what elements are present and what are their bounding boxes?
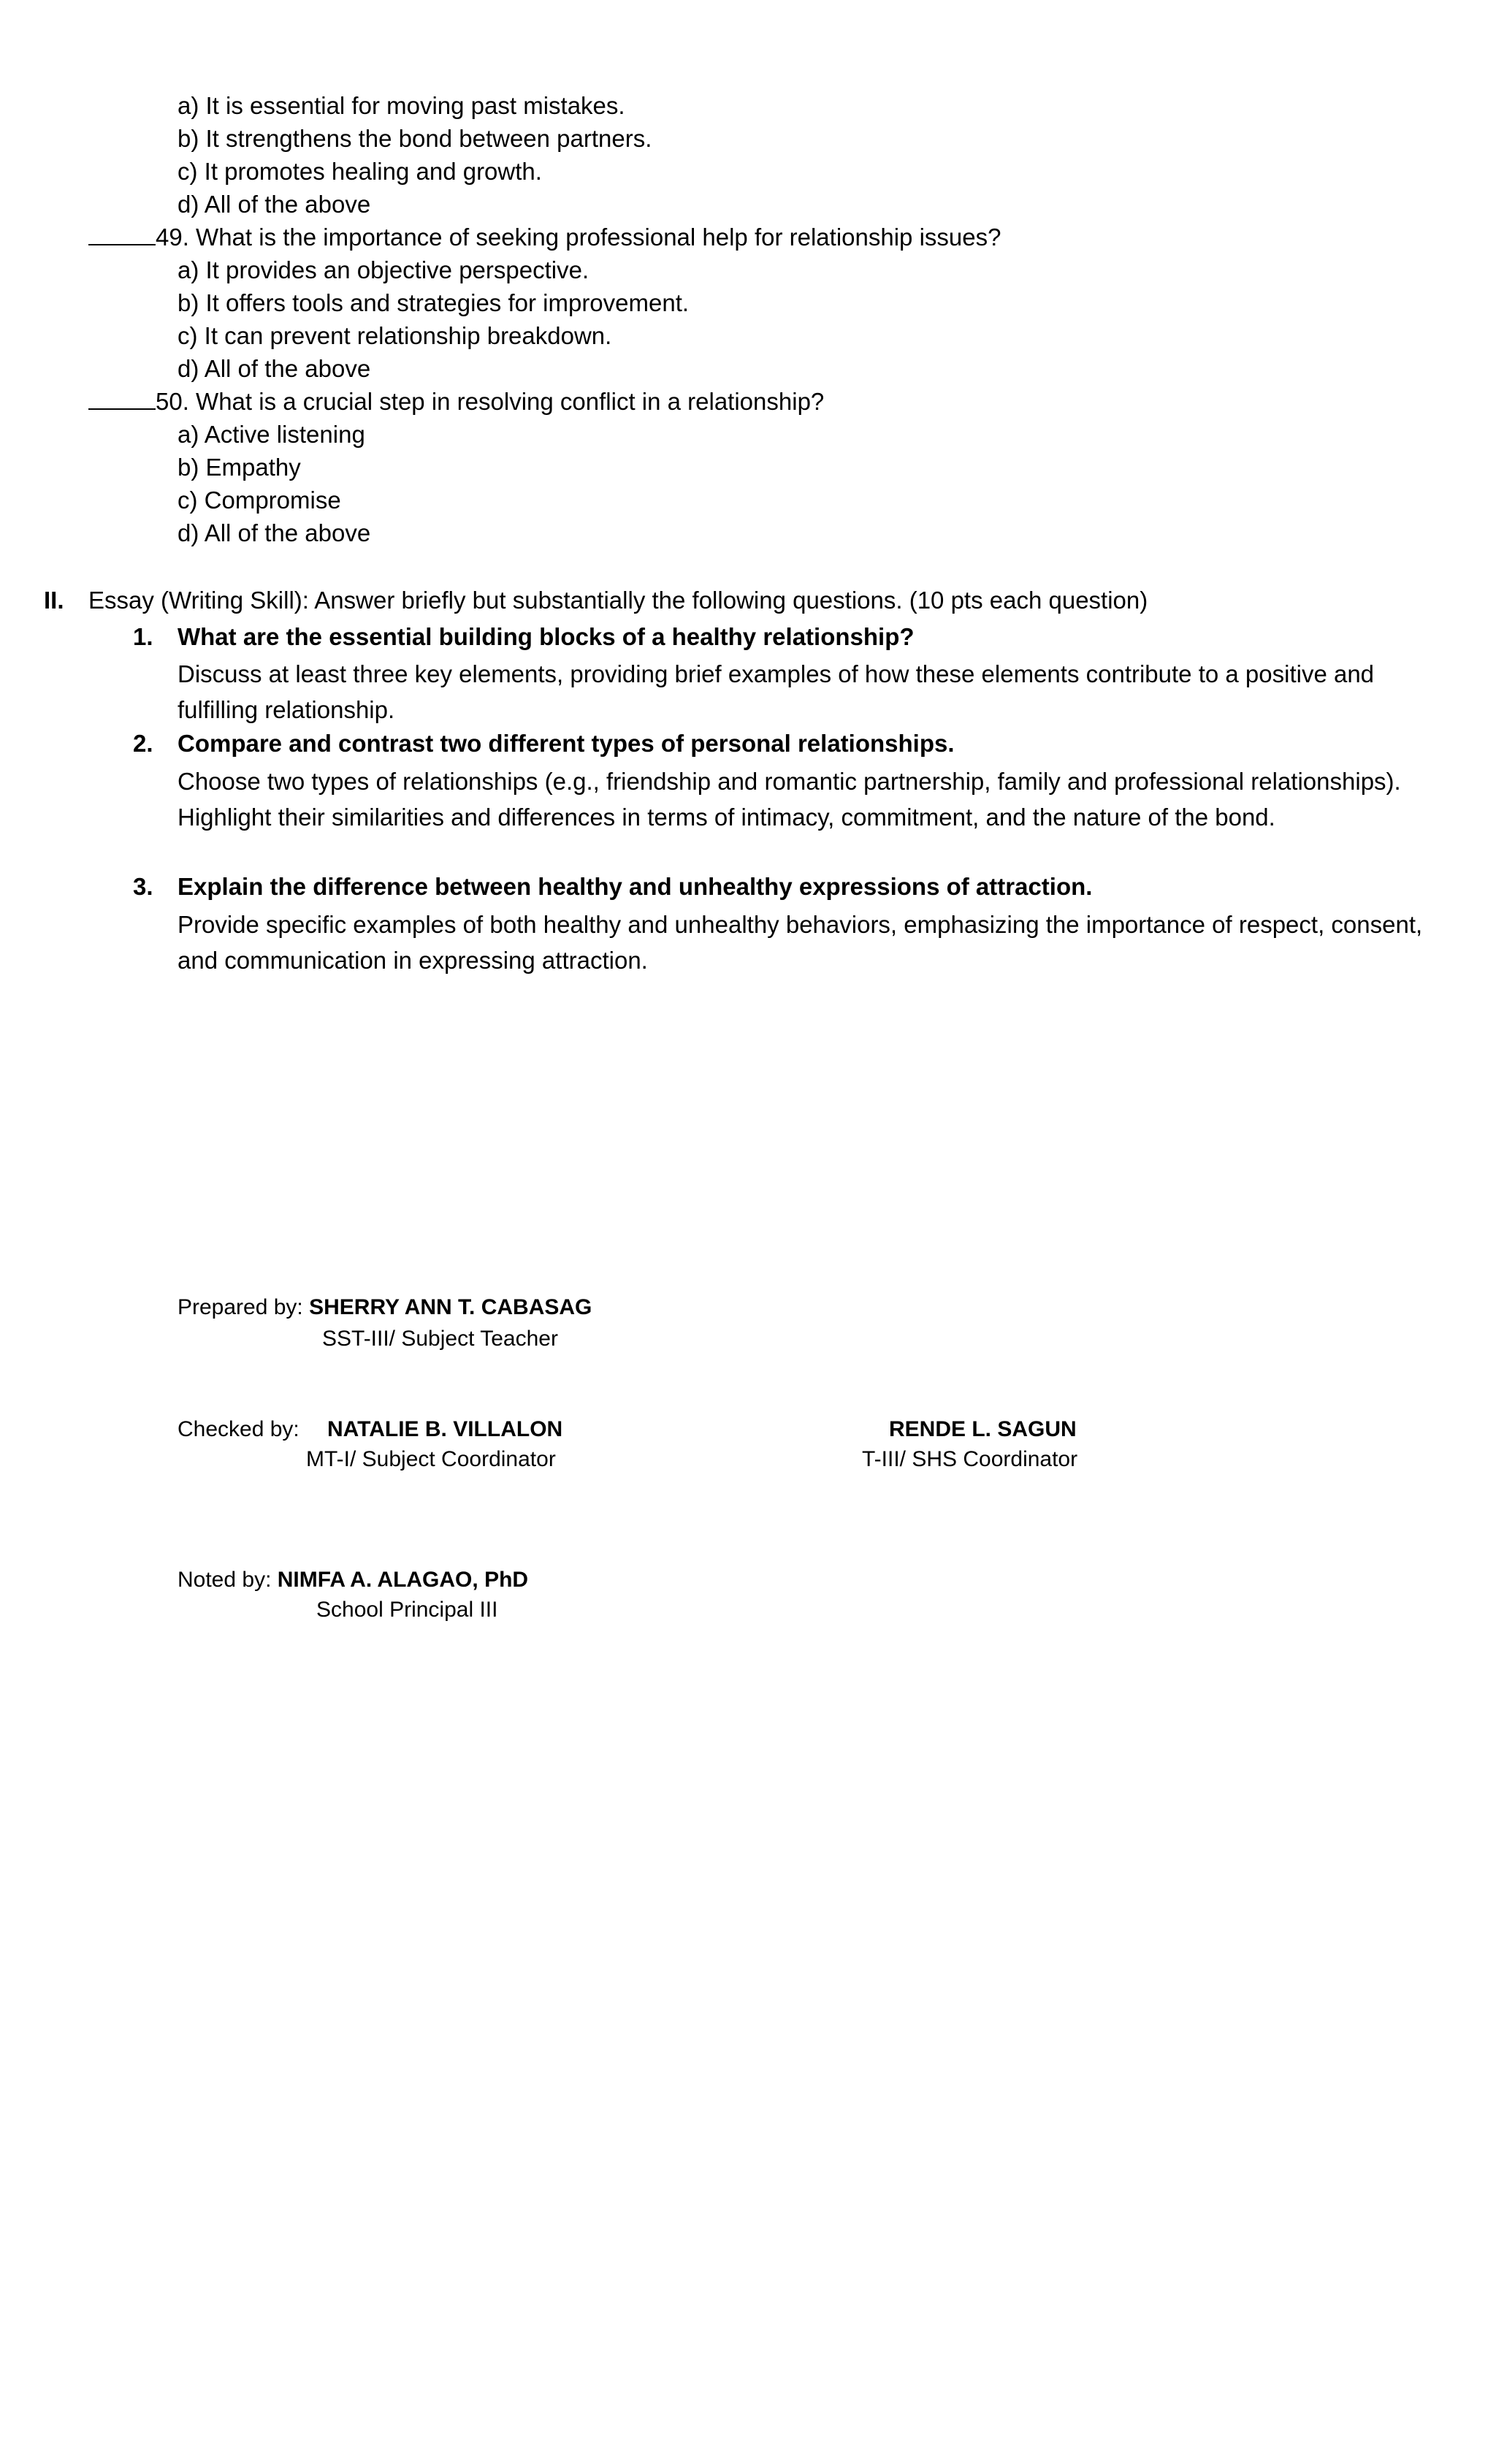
q49-choice-d: d) All of the above [178, 355, 371, 382]
essay-item-1-number: 1. [133, 623, 153, 650]
essay-item-2-title: Compare and contrast two different types of personal relationships. [178, 730, 955, 757]
checked-by-title-2: T-III/ SHS Coordinator [862, 1447, 1078, 1471]
essay-item-2-desc: Choose two types of relationships (e.g., friendship and romantic partnership, family and professional relationships). Highlight their similarities and differences in terms of intimacy, commitment, and the nature of the bond. [178, 768, 1401, 831]
answer-blank-49[interactable] [88, 222, 156, 245]
essay-item-3-number: 3. [133, 873, 153, 900]
checked-by-label: Checked by: [178, 1417, 299, 1441]
question-50 [88, 386, 824, 418]
answer-blank-50[interactable] [88, 386, 156, 410]
noted-by-title: School Principal III [316, 1598, 498, 1622]
essay-item-1-desc: Discuss at least three key elements, providing brief examples of how these elements contribute to a positive and fulfilling relationship. [178, 660, 1375, 723]
essay-item-3-title: Explain the difference between healthy and unhealthy expressions of attraction. [178, 873, 1093, 900]
q49-choice-b: b) It offers tools and strategies for improvement. [178, 289, 690, 316]
checked-by-title-1: MT-I/ Subject Coordinator [306, 1447, 556, 1471]
essay-item-3-desc: Provide specific examples of both healthy and unhealthy behaviors, emphasizing the importance of respect, consent, and communication in expressing attraction. [178, 911, 1423, 974]
q50-choice-b: b) Empathy [178, 454, 301, 481]
prev-choice-d: d) All of the above [178, 191, 371, 218]
question-49 [88, 221, 1001, 253]
noted-by-label: Noted by: [178, 1568, 278, 1592]
checked-by-name-2: RENDE L. SAGUN [889, 1417, 1077, 1441]
q49-choice-a: a) It provides an objective perspective. [178, 256, 589, 283]
prepared-by-title: SST-III/ Subject Teacher [322, 1327, 558, 1351]
essay-heading: Essay (Writing Skill): Answer briefly but substantially the following questions. (10 pts each question) [88, 587, 1148, 614]
essay-item-1-title: What are the essential building blocks of a healthy relationship? [178, 623, 915, 650]
q50-choice-d: d) All of the above [178, 519, 371, 546]
noted-by [178, 1565, 528, 1595]
essay-item-2-number: 2. [133, 730, 153, 757]
prepared-by-label: Prepared by: [178, 1295, 310, 1319]
prepared-by-name: SHERRY ANN T. CABASAG [309, 1295, 592, 1319]
essay-numeral: II. [44, 587, 64, 614]
question-49-text: 49. What is the importance of seeking professional help for relationship issues? [156, 224, 1001, 251]
prev-choice-b: b) It strengthens the bond between partners. [178, 125, 652, 152]
q49-choice-c: c) It can prevent relationship breakdown. [178, 322, 612, 349]
prepared-by [178, 1293, 592, 1322]
checked-by-name-1: NATALIE B. VILLALON [327, 1417, 563, 1441]
q50-choice-c: c) Compromise [178, 487, 341, 514]
prev-choice-c: c) It promotes healing and growth. [178, 158, 542, 185]
prev-choice-a: a) It is essential for moving past mistakes. [178, 92, 625, 119]
question-50-text: 50. What is a crucial step in resolving conflict in a relationship? [156, 388, 825, 415]
noted-by-name: NIMFA A. ALAGAO, PhD [277, 1568, 529, 1592]
q50-choice-a: a) Active listening [178, 421, 365, 448]
